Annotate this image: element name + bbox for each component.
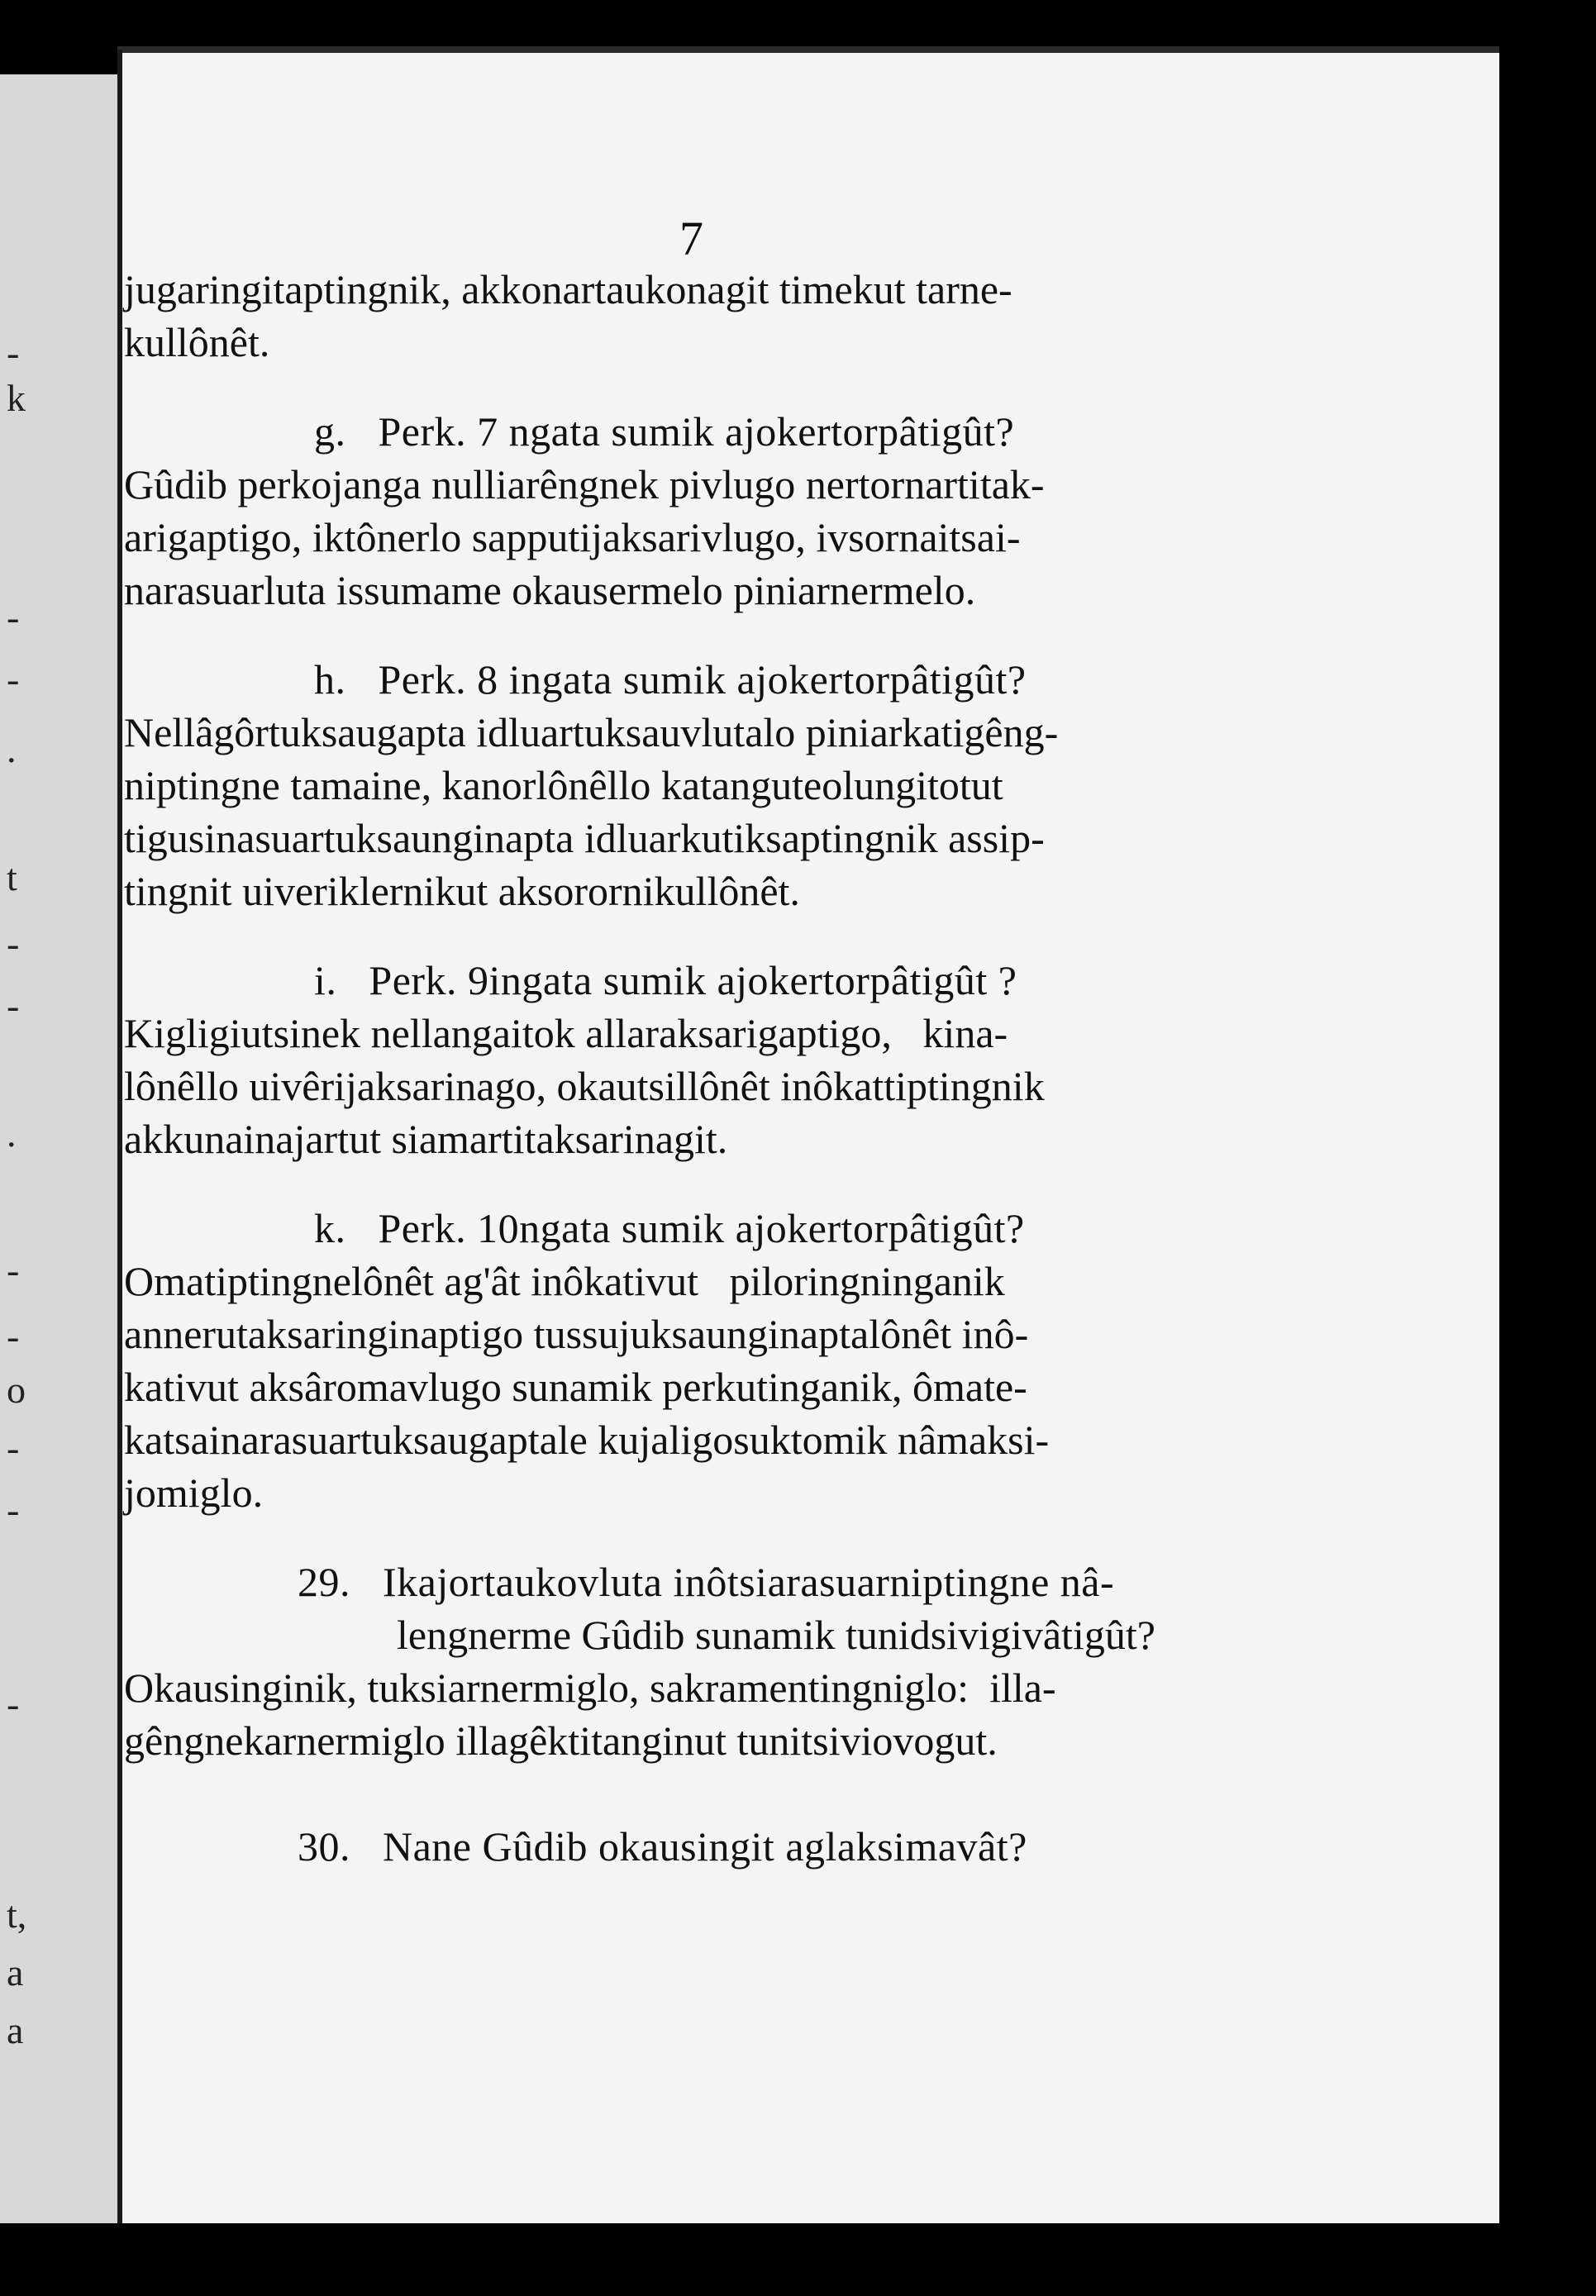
text-line: lônêllo uivêrijaksarinago, okautsillônêt inôkattiptingnik	[124, 1063, 1045, 1109]
question-heading: 30. Nane Gûdib okausingit aglaksimavât?	[298, 1823, 1027, 1870]
page-number: 7	[679, 212, 703, 265]
text-line: gêngnekarnermiglo illagêktitanginut tunitsiviovogut.	[124, 1717, 998, 1764]
text-line: Gûdib perkojanga nulliarêngnek pivlugo nertornartitak-	[124, 461, 1045, 507]
question-heading: i. Perk. 9ingata sumik ajokertorpâtigût ?	[314, 957, 1017, 1003]
margin-fragment: a	[7, 1951, 24, 1994]
question-heading: g. Perk. 7 ngata sumik ajokertorpâtigût?	[314, 408, 1015, 455]
question-heading: h. Perk. 8 ingata sumik ajokertorpâtigût?	[314, 656, 1027, 703]
margin-fragment: -	[7, 331, 20, 374]
text-line: arigaptigo, iktônerlo sapputijaksarivlugo, ivsornaitsai-	[124, 514, 1021, 560]
margin-fragment: -	[7, 1683, 20, 1725]
margin-fragment: -	[7, 1489, 20, 1531]
margin-fragment: -	[7, 596, 20, 638]
text-line: Omatiptingnelônêt ag'ât inôkativut piloringninganik	[124, 1258, 1005, 1304]
question-heading: k. Perk. 10ngata sumik ajokertorpâtigût?	[314, 1205, 1025, 1251]
text-line: kullônêt.	[124, 319, 270, 365]
margin-fragment: -	[7, 658, 20, 700]
margin-fragment: -	[7, 922, 20, 965]
text-line: Nellâgôrtuksaugapta idluartuksauvlutalo piniarkatigêng-	[124, 709, 1059, 755]
text-line: kativut aksâromavlugo sunamik perkutinganik, ômate-	[124, 1364, 1027, 1410]
page-top-edge	[117, 46, 1499, 53]
margin-fragment: t,	[7, 1893, 27, 1936]
text-line: jomiglo.	[124, 1470, 264, 1516]
margin-fragment: -	[7, 1249, 20, 1291]
text-line: katsainarasuartuksaugaptale kujaligosuktomik nâmaksi-	[124, 1417, 1050, 1463]
text-line: niptingne tamaine, kanorlônêllo katanguteolungitotut	[124, 762, 1003, 808]
margin-fragment: -	[7, 1315, 20, 1357]
margin-fragment: k	[7, 377, 26, 419]
margin-fragment: .	[7, 728, 17, 770]
page-spine	[117, 50, 122, 2223]
text-line: tigusinasuartuksaunginapta idluarkutiksaptingnik assip-	[124, 815, 1045, 861]
text-line: jugaringitaptingnik, akkonartaukonagit timekut tarne-	[124, 266, 1012, 312]
text-line: narasuarluta issumame okausermelo piniarnermelo.	[124, 567, 976, 613]
question-heading: 29. Ikajortaukovluta inôtsiarasuarniptingne nâ-	[298, 1559, 1115, 1605]
text-line: Okausinginik, tuksiarnermiglo, sakramentingniglo: illa-	[124, 1665, 1056, 1711]
text-line: akkunainajartut siamartitaksarinagit.	[124, 1116, 728, 1162]
text-line: lengnerme Gûdib sunamik tunidsivigivâtigût?	[397, 1612, 1155, 1658]
text-line: annerutaksaringinaptigo tussujuksaunginaptalônêt inô-	[124, 1311, 1029, 1357]
margin-fragment: -	[7, 1427, 20, 1469]
margin-fragment: o	[7, 1369, 26, 1411]
text-line: tingnit uiveriklernikut aksorornikullônêt.	[124, 868, 800, 914]
margin-fragment: -	[7, 984, 20, 1027]
margin-fragment: t	[7, 856, 17, 898]
margin-fragment: a	[7, 2009, 24, 2051]
margin-fragment: .	[7, 1112, 17, 1155]
text-line: Kigligiutsinek nellangaitok allaraksarigaptigo, kina-	[124, 1010, 1008, 1056]
